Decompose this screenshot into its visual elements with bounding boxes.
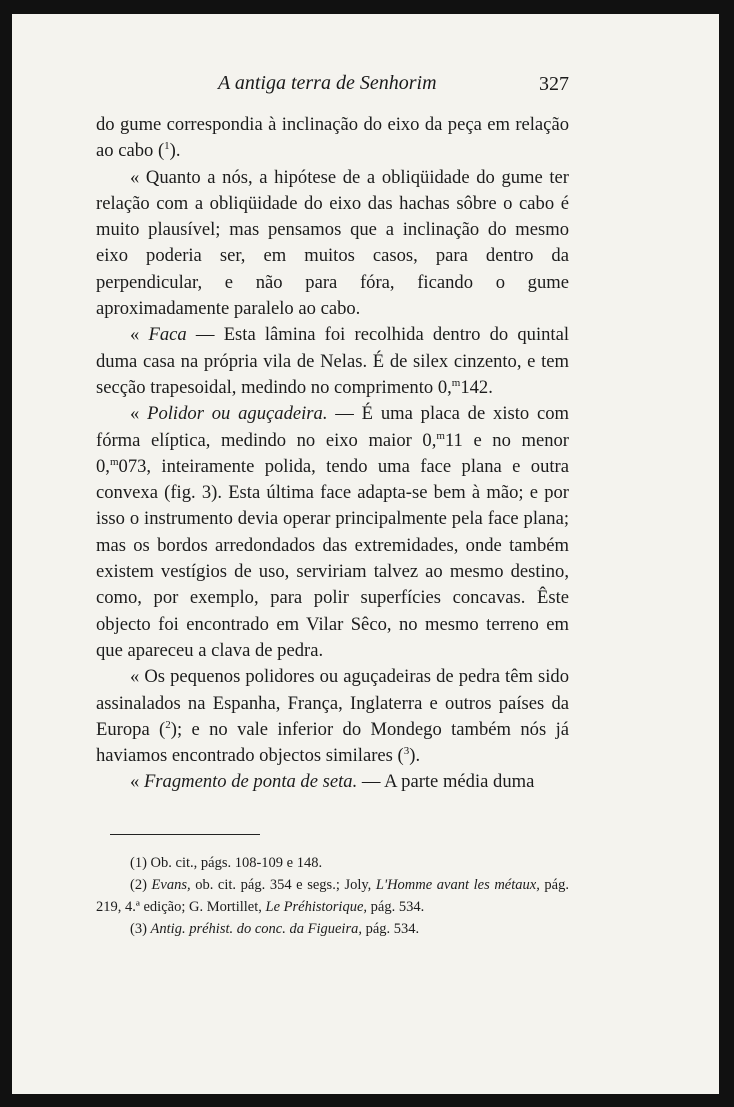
paragraph: do gume correspondia à inclinação do eixo da peça em relação ao cabo ($^1$). bbox=[96, 114, 569, 162]
section-title: Faca bbox=[148, 324, 187, 346]
footnote-ref: 2 bbox=[165, 718, 171, 731]
paragraph: « Quanto a nós, a hipótese de a obliqüidade do gume ter relação com a obliqüidade do eixo das hachas sôbre o cabo é muito plausível; mas pensamos que a inclinação do mesmo eixo poderia ser, em muitos casos, para dentro da perpendicular, e não para fóra, ficando o gume aproximadamente paralelo ao cabo. bbox=[96, 166, 569, 320]
footnote-ref: 3 bbox=[403, 744, 410, 757]
footnote: (3) Antig. préhist. do conc. da Figueira, pág. 534. bbox=[130, 921, 420, 937]
footnote-divider bbox=[110, 834, 260, 835]
footnotes bbox=[96, 852, 569, 940]
section-title: Fragmento de ponta de seta. bbox=[143, 771, 358, 793]
paragraph: « Fragmento de ponta de seta. — A parte média duma bbox=[130, 771, 535, 793]
footnote-ref: 1 bbox=[164, 140, 170, 153]
book-page bbox=[12, 14, 719, 1094]
paragraph: « Os pequenos polidores ou aguçadeiras de pedra têm sido assinalados na Espanha, França, Inglaterra e outros países da Europa ($^2$); e no vale inferior do Mondego também nós já haviamos encontrado objectos similares ($^3$). bbox=[96, 666, 569, 767]
page-header bbox=[12, 68, 719, 98]
section-title: Polidor ou aguçadeira. bbox=[147, 403, 328, 425]
running-title: A antiga terra de Senhorim bbox=[218, 72, 437, 94]
body-text bbox=[96, 112, 569, 796]
footnote: (2) Evans, ob. cit. pág. 354 e segs.; Joly, L'Homme avant les métaux, pág. 219, 4.ª edição; G. Mortillet, Le Préhistorique, pág. 534. bbox=[96, 877, 569, 915]
page-number: 327 bbox=[539, 73, 569, 95]
paragraph: « Faca — Esta lâmina foi recolhida dentro do quintal duma casa na própria vila de Nelas. É de silex cinzento, e tem secção trapesoidal, medindo no comprimento 0,$^m$142. bbox=[96, 324, 569, 398]
footnote: (1) Ob. cit., págs. 108-109 e 148. bbox=[130, 855, 323, 871]
paragraph: « Polidor ou aguçadeira. — É uma placa de xisto com fórma elíptica, medindo no eixo maior 0,$^m$11 e no menor 0,$^m$073, inteiramente polida, tendo uma face plana e outra convexa (fig. 3). Esta última face adapta-se bem à mão; e por isso o instrumento devia operar principalmente pela face plana; mas os bordos arredondados das extremidades, onde também existem vestígios de uso, serviriam talvez ao mesmo destino, como, por exemplo, para polir superfícies concavas. Êste objecto foi encontrado em Vilar Sêco, no mesmo terreno em que apareceu a clava de pedra. bbox=[96, 403, 569, 661]
